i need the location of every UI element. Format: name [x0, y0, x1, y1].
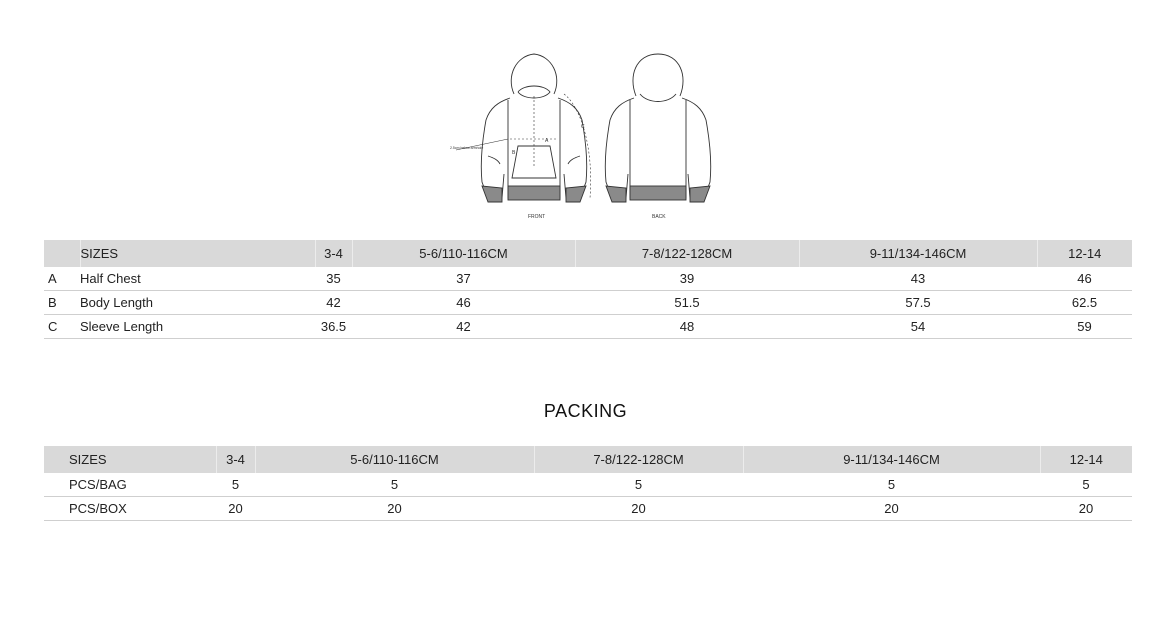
cell-value: 42: [315, 291, 352, 315]
row-letter: C: [44, 315, 80, 339]
annotation-text: 2.5cm below armhole: [450, 146, 484, 150]
cell-value: 36.5: [315, 315, 352, 339]
cell-value: 20: [1040, 497, 1132, 521]
packing-header-row: [44, 446, 1132, 473]
packing-title: PACKING: [543, 401, 628, 421]
header-cell: 5-6/110-116CM: [352, 240, 575, 267]
cell-value: 20: [216, 497, 255, 521]
table-row: [44, 315, 1132, 339]
cell-value: 42: [352, 315, 575, 339]
row-label: PCS/BOX: [44, 497, 216, 521]
header-cell: SIZES: [80, 240, 315, 267]
hoodie-illustration: [446, 46, 722, 224]
header-cell: 12-14: [1037, 240, 1132, 267]
cell-value: 62.5: [1037, 291, 1132, 315]
row-label: Sleeve Length: [80, 315, 315, 339]
header-cell: [44, 240, 80, 267]
table-row: [44, 291, 1132, 315]
header-cell: 9-11/134-146CM: [743, 446, 1040, 473]
cell-value: 35: [315, 267, 352, 291]
row-label: Half Chest: [80, 267, 315, 291]
cell-value: 5: [1040, 473, 1132, 497]
table-row: [44, 267, 1132, 291]
cell-value: 54: [799, 315, 1037, 339]
cell-value: 39: [575, 267, 799, 291]
cell-value: 37: [352, 267, 575, 291]
header-cell: 12-14: [1040, 446, 1132, 473]
header-cell: 3-4: [216, 446, 255, 473]
front-label: FRONT: [528, 214, 546, 220]
cell-value: 51.5: [575, 291, 799, 315]
row-label: Body Length: [80, 291, 315, 315]
hoodie-back-drawing: [605, 54, 711, 202]
marker-b: B: [512, 150, 516, 156]
size-chart-header-row: [44, 240, 1132, 267]
cell-value: 57.5: [799, 291, 1037, 315]
cell-value: 43: [799, 267, 1037, 291]
cell-value: 59: [1037, 315, 1132, 339]
cell-value: 5: [255, 473, 534, 497]
back-label: BACK: [652, 214, 666, 220]
cell-value: 20: [743, 497, 1040, 521]
size-chart-table: [44, 240, 1132, 339]
cell-value: 5: [743, 473, 1040, 497]
row-letter: A: [44, 267, 80, 291]
cell-value: 46: [1037, 267, 1132, 291]
hoodie-diagram: [446, 46, 722, 224]
header-cell: SIZES: [44, 446, 216, 473]
row-label: PCS/BAG: [44, 473, 216, 497]
packing-table: [44, 446, 1132, 521]
cell-value: 46: [352, 291, 575, 315]
header-cell: 3-4: [315, 240, 352, 267]
table-row: [44, 497, 1132, 521]
cell-value: 20: [255, 497, 534, 521]
cell-value: 5: [216, 473, 255, 497]
row-letter: B: [44, 291, 80, 315]
hoodie-front-drawing: [456, 54, 591, 202]
cell-value: 48: [575, 315, 799, 339]
header-cell: 5-6/110-116CM: [255, 446, 534, 473]
marker-c: C: [581, 124, 585, 130]
header-cell: 7-8/122-128CM: [534, 446, 743, 473]
header-cell: 9-11/134-146CM: [799, 240, 1037, 267]
marker-a: A: [545, 138, 549, 144]
cell-value: 5: [534, 473, 743, 497]
table-row: [44, 473, 1132, 497]
header-cell: 7-8/122-128CM: [575, 240, 799, 267]
cell-value: 20: [534, 497, 743, 521]
